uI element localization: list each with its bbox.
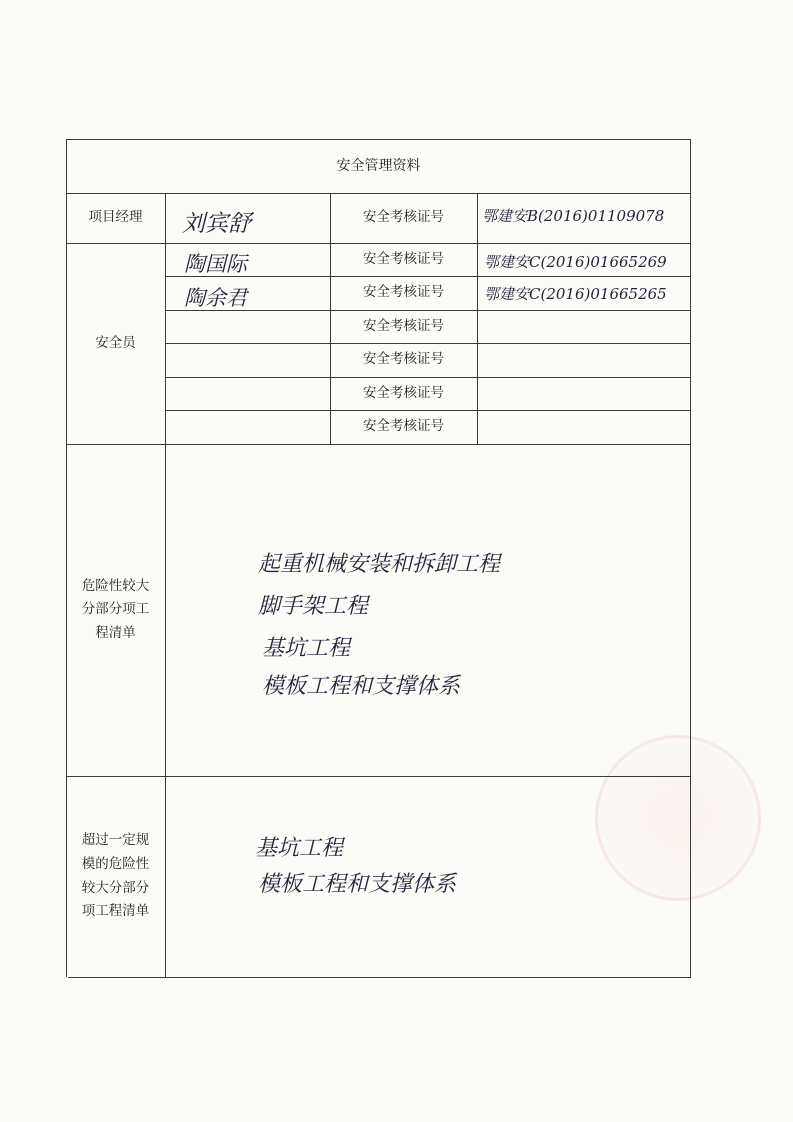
- table-rule: [165, 193, 166, 977]
- project-manager-cert-label: 安全考核证号: [363, 209, 444, 226]
- over-scale-projects-label: [66, 776, 165, 977]
- dangerous-project-item: 脚手架工程: [258, 594, 369, 619]
- safety-officer-cert-label: 安全考核证号: [363, 351, 444, 368]
- safety-officer-cert-label: 安全考核证号: [363, 317, 444, 334]
- dangerous-project-item: 起重机械安装和拆卸工程: [258, 552, 501, 577]
- faded-red-seal: [595, 735, 761, 901]
- over-scale-projects-label-text: 超过一定规模的危险性较大分部分项工程清单: [81, 832, 150, 920]
- project-manager-name: 刘宾舒: [182, 211, 251, 237]
- safety-officer-cert-number: 鄂建安C(2016)01665265: [484, 285, 667, 303]
- table-border: [68, 977, 691, 978]
- dangerous-projects-label: [66, 444, 165, 776]
- safety-officer-cert-number: 鄂建安C(2016)01665269: [484, 253, 667, 271]
- over-scale-project-item: 模板工程和支撑体系: [258, 872, 457, 897]
- safety-officer-name: 陶国际: [184, 252, 247, 276]
- safety-officer-cert-label: 安全考核证号: [363, 418, 444, 435]
- dangerous-project-item: 模板工程和支撑体系: [262, 674, 461, 699]
- safety-officer-name: 陶余君: [184, 286, 247, 310]
- over-scale-project-item: 基坑工程: [255, 836, 344, 861]
- safety-officer-cert-label: 安全考核证号: [363, 384, 444, 401]
- table-rule: [477, 193, 478, 444]
- form-title: 安全管理资料: [336, 157, 421, 174]
- table-border: [690, 139, 691, 977]
- project-manager-label: 项目经理: [88, 209, 143, 226]
- safety-officer-cert-label: 安全考核证号: [363, 284, 444, 301]
- safety-officer-cert-label: 安全考核证号: [363, 250, 444, 267]
- project-manager-cert-number: 鄂建安B(2016)01109078: [482, 207, 665, 225]
- safety-officer-label: 安全员: [95, 334, 136, 351]
- dangerous-projects-label-text: 危险性较大分部分项工程清单: [81, 577, 150, 641]
- dangerous-project-item: 基坑工程: [262, 636, 351, 661]
